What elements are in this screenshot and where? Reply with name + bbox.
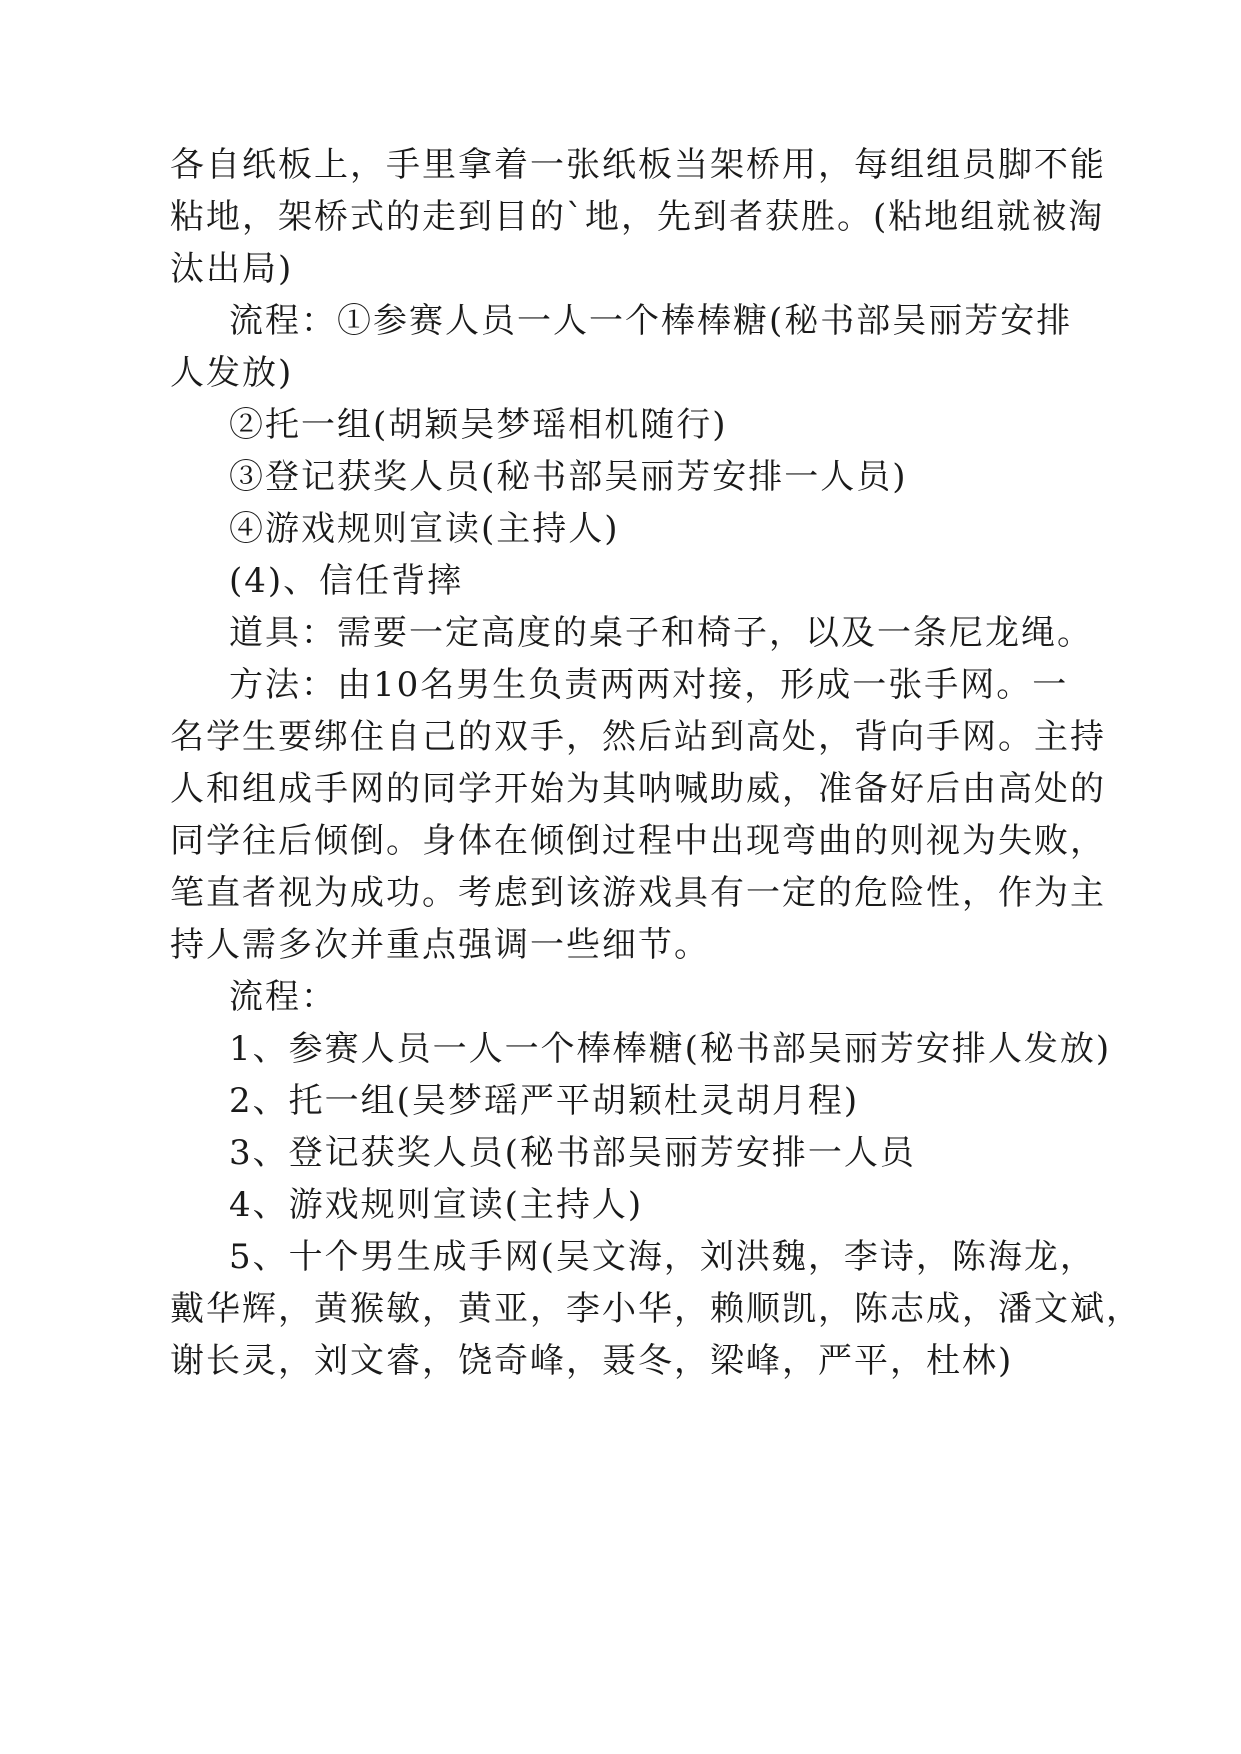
text-line: 3、登记获奖人员(秘书部吴丽芳安排一人员 (229, 1133, 916, 1173)
text-line: 1、参赛人员一人一个棒棒糖(秘书部吴丽芳安排人发放) (229, 1029, 1112, 1069)
text-line: 戴华辉，黄猴敏，黄亚，李小华，赖顺凯，陈志成，潘文斌， (170, 1289, 1142, 1329)
text-line: 2、托一组(吴梦瑶严平胡颖杜灵胡月程) (229, 1081, 860, 1121)
text-line: ③登记获奖人员(秘书部吴丽芳安排一人员) (229, 457, 908, 497)
text-line: 谢长灵，刘文睿，饶奇峰，聂冬，梁峰，严平，杜林) (170, 1341, 1014, 1381)
text-line: 持人需多次并重点强调一些细节。 (170, 925, 710, 965)
text-line: 人发放) (170, 353, 294, 393)
text-line: 粘地，架桥式的走到目的`地，先到者获胜。(粘地组就被淘 (170, 197, 1105, 237)
text-line: 流程： (229, 977, 337, 1017)
text-line: 方法：由10名男生负责两两对接，形成一张手网。一 (229, 665, 1069, 705)
text-line: 各自纸板上，手里拿着一张纸板当架桥用，每组组员脚不能 (170, 145, 1106, 185)
text-line: 汰出局) (170, 249, 294, 289)
text-line: ④游戏规则宣读(主持人) (229, 509, 620, 549)
text-line: ②托一组(胡颖吴梦瑶相机随行) (229, 405, 728, 445)
text-line: (4)、信任背摔 (229, 561, 464, 601)
text-line: 笔直者视为成功。考虑到该游戏具有一定的危险性，作为主 (170, 873, 1106, 913)
text-line: 名学生要绑住自己的双手，然后站到高处，背向手网。主持 (170, 717, 1106, 757)
text-line: 道具：需要一定高度的桌子和椅子，以及一条尼龙绳。 (229, 613, 1093, 653)
text-line: 人和组成手网的同学开始为其呐喊助威，准备好后由高处的 (170, 769, 1106, 809)
text-line: 5、十个男生成手网(吴文海，刘洪魏，李诗，陈海龙， (229, 1237, 1096, 1277)
text-line: 同学往后倾倒。身体在倾倒过程中出现弯曲的则视为失败， (170, 821, 1106, 861)
text-line: 4、游戏规则宣读(主持人) (229, 1185, 644, 1225)
text-line: 流程：①参赛人员一人一个棒棒糖(秘书部吴丽芳安排 (229, 301, 1073, 341)
